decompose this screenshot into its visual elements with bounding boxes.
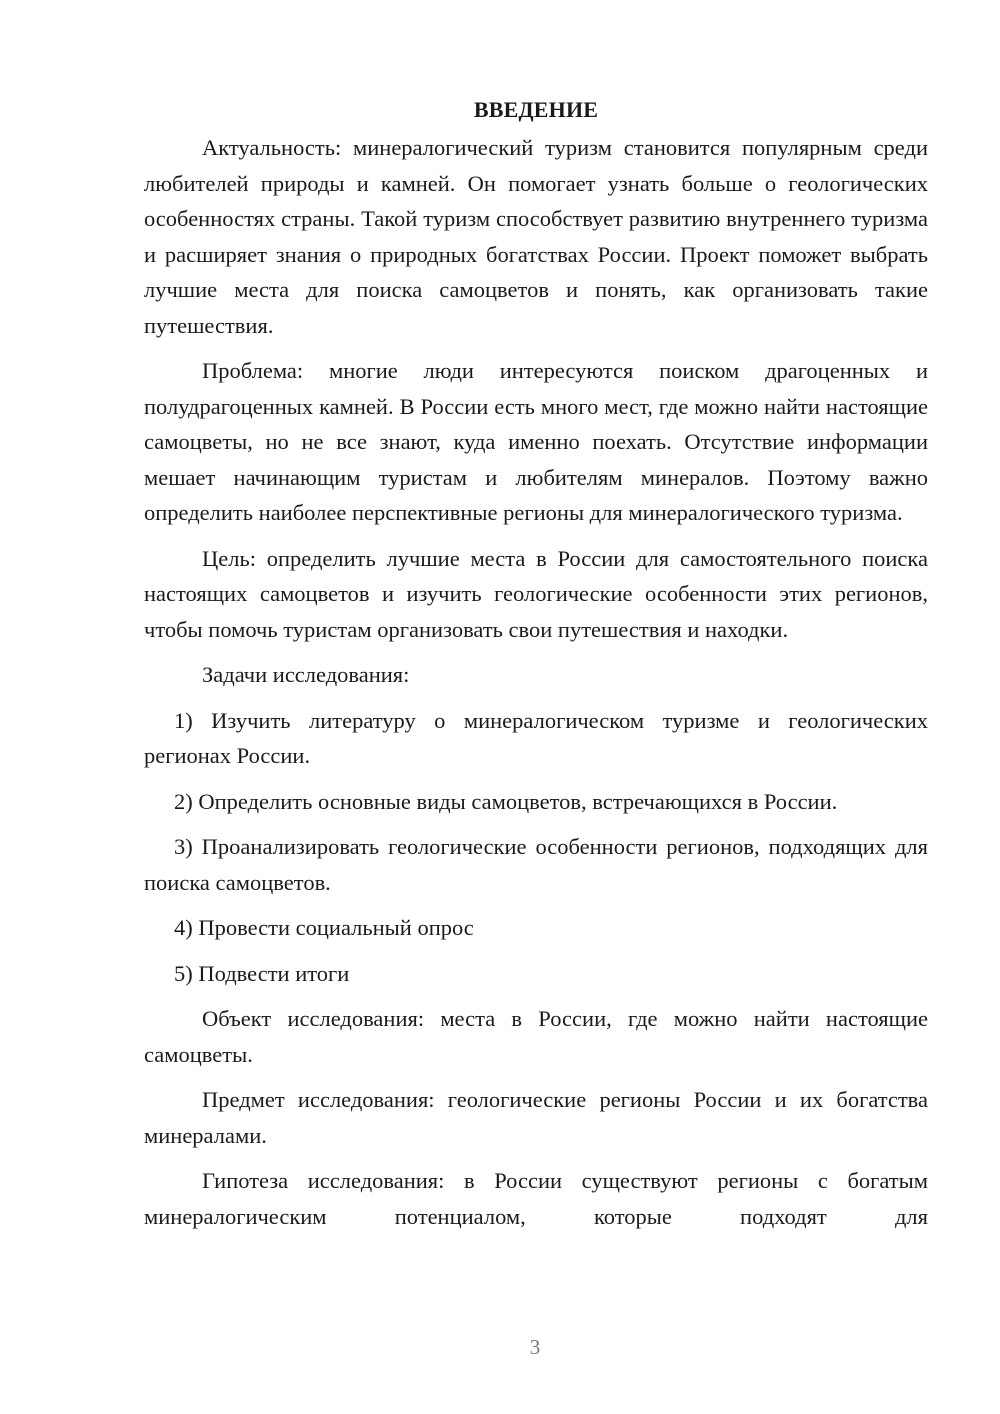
goal-paragraph: Цель: определить лучшие места в России для самостоятельного поиска настоящих самоцветов и изучить геологические особенности этих регионов, чтобы помочь туристам организовать свои путешествия и находки. (144, 545, 928, 642)
task-item-3: 3) Проанализировать геологические особенности регионов, подходящих для поиска самоцветов. (144, 834, 928, 895)
task-item-5: 5) Подвести итоги (174, 960, 350, 986)
section-title: ВВЕДЕНИЕ (473, 97, 599, 122)
task-item-4: 4) Провести социальный опрос (174, 915, 474, 940)
tasks-heading: Задачи исследования: (202, 662, 410, 687)
subject-paragraph: Предмет исследования: геологические регионы России и их богатства минералами. (144, 1087, 928, 1148)
object-paragraph: Объект исследования: места в России, где можно найти настоящие самоцветы. (144, 1006, 928, 1067)
problem-paragraph: Проблема: многие люди интересуются поиском драгоценных и полудрагоценных камней. В России есть много мест, где можно найти настоящие самоцветы, но не все знают, куда именно поехать. Отсутствие информации мешает начинающим туристам и любителям минералов. Поэтому важно определить наиболее перспективные регионы для минералогического туризма. (144, 358, 928, 525)
relevance-paragraph: Актуальность: минералогический туризм становится популярным среди любителей природы и камней. Он помогает узнать больше о геологических особенностях страны. Такой туризм способствует развитию внутреннего туризма и расширяет знания о природных богатствах России. Проект поможет выбрать лучшие места для поиска самоцветов и понять, как организовать такие путешествия. (144, 135, 928, 338)
page-content (144, 92, 928, 1234)
task-item-1: 1) Изучить литературу о минералогическом туризме и геологических регионах России. (144, 707, 928, 768)
page-number: 3 (529, 1335, 541, 1359)
hypothesis-paragraph: Гипотеза исследования: в России существуют регионы с богатым минералогическим потенциалом, которые подходят для (144, 1168, 928, 1229)
task-item-2: 2) Определить основные виды самоцветов, встречающихся в России. (174, 788, 838, 814)
